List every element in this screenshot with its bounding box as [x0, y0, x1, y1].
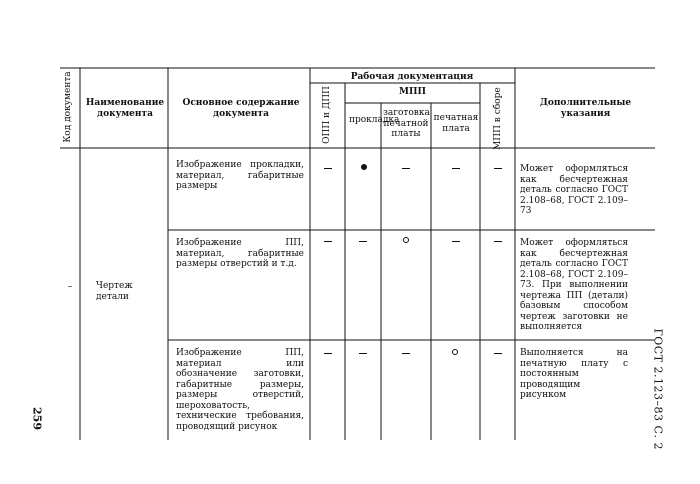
row-1-opp-dash: [324, 168, 332, 169]
row-2-pechatnaya-dash: [452, 241, 460, 242]
header-code-doc: Код документа: [63, 71, 73, 143]
row-3-pechatnaya-open-circle: [452, 349, 458, 355]
row-2-zagotovka-open-circle: [403, 237, 409, 243]
page-number: 259: [30, 407, 44, 430]
row-1-content: Изображение прокладки, материал, габаритные размеры: [176, 160, 304, 191]
header-mpp: МПП: [399, 87, 426, 97]
group-code: –: [67, 282, 73, 292]
row-3-content: Изображение ПП, материал или обозначение заготовки, габаритные размеры, размеры отверстий, шероховатость, технические требования, проводящий рисунок: [176, 348, 304, 432]
row-1-note: Может оформляться как бесчертежная деталь согласно ГОСТ 2.108–68, ГОСТ 2.109–73: [520, 164, 628, 216]
group-name: Чертеж детали: [96, 281, 133, 302]
row-3-note: Выполняется на печатную плату с постоянным проводящим рисунком: [520, 348, 628, 400]
header-additional: Дополнительные указания: [539, 98, 632, 119]
header-content: Основное содержание документа: [182, 98, 300, 119]
row-1-prokladka-filled-circle: [361, 164, 367, 170]
row-2-prokladka-dash: [359, 241, 367, 242]
row-3-zagotovka-dash: [402, 353, 410, 354]
side-caption: ГОСТ 2.123–83 С. 2: [651, 328, 665, 450]
row-2-opp-dash: [324, 241, 332, 242]
header-name-doc: Наименование документа: [85, 98, 165, 119]
row-1-mpp-sbore-dash: [494, 168, 502, 169]
header-opp-dpp: ОПП и ДПП: [322, 86, 332, 144]
row-1-zagotovka-dash: [402, 168, 410, 169]
row-3-prokladka-dash: [359, 353, 367, 354]
header-zagotovka: заготовка печатной платы: [383, 108, 430, 139]
row-3-opp-dash: [324, 353, 332, 354]
header-prokladka: прокладка: [349, 115, 400, 125]
header-pechatnaya: печатная плата: [433, 113, 479, 134]
row-3-mpp-sbore-dash: [494, 353, 502, 354]
header-mpp-sbore: МПП в сборе: [493, 87, 503, 150]
header-working-doc: Рабочая документация: [350, 72, 474, 82]
row-2-content: Изображение ПП, материал, габаритные размеры отверстий и т.д.: [176, 238, 304, 269]
row-2-note: Может оформляться как бесчертежная деталь согласно ГОСТ 2.108–68, ГОСТ 2.109–73. При выполнении чертежа ПП (детали) базовым способом чертеж заготовки не выполняется: [520, 238, 628, 332]
row-1-pechatnaya-dash: [452, 168, 460, 169]
row-2-mpp-sbore-dash: [494, 241, 502, 242]
